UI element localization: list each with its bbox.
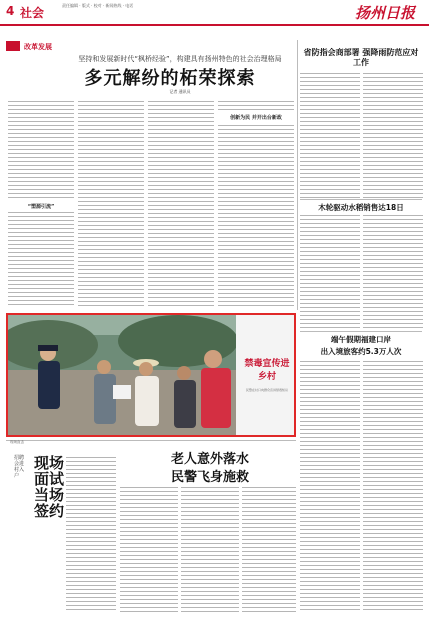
body-text-column-2 xyxy=(78,100,144,308)
news-photo xyxy=(8,315,236,435)
right-headline-3b: 出入境旅客约5.3万人次 xyxy=(320,347,402,356)
section-name: 社会 xyxy=(20,6,45,20)
lower-vertical-subhead: 招聘会进村入户 xyxy=(14,455,25,479)
right-headline-3a: 端午假期福建口岸 xyxy=(331,335,391,344)
photo-caption-text: 民警在村口向群众宣讲禁毒知识 xyxy=(246,388,289,392)
subhead-1: “塑源引流” xyxy=(27,204,55,210)
police-outreach-photo xyxy=(8,315,236,435)
lower-vertical-headline: 现场面试当场签约 xyxy=(34,454,65,520)
right-headline-1: 省防指会商部署 强降雨防范应对工作 xyxy=(303,48,419,67)
subhead-2: 创新为民 并开出台新政 xyxy=(230,115,282,121)
main-byline: 记者 通讯员 xyxy=(169,89,191,94)
right-text-2b xyxy=(363,214,423,330)
right-text-2a xyxy=(300,214,360,330)
photo-caption-head: 禁毒宣传进乡村 xyxy=(244,359,290,382)
lower-text-3 xyxy=(181,486,239,612)
masthead: 扬州日报 xyxy=(355,4,416,22)
body-text-column-4a xyxy=(218,100,294,112)
lower-text-1 xyxy=(66,456,116,612)
body-text-column-3 xyxy=(148,100,214,308)
body-text-column-1b xyxy=(8,211,74,308)
lower-text-2 xyxy=(120,486,178,612)
column-divider xyxy=(297,40,298,310)
right-divider-1 xyxy=(300,199,422,200)
lower-label: 现场直击 xyxy=(10,440,24,444)
body-text-column-4b xyxy=(218,124,294,308)
lower-headline-1: 老人意外落水 xyxy=(170,452,249,467)
main-kicker: 坚持和发展新时代“枫桥经验”，构建具有扬州特色的社会治理格局 xyxy=(78,55,282,63)
right-text-1a xyxy=(300,72,360,198)
right-divider-2 xyxy=(300,331,422,332)
right-headline-2: 木轮驱动水稻销售达18日 xyxy=(318,203,404,212)
body-text-column-1 xyxy=(8,100,74,200)
right-text-3a xyxy=(300,360,360,612)
right-text-3b xyxy=(363,360,423,612)
lower-text-4 xyxy=(242,486,296,612)
header-meta: 责任编辑 · 版式 · 校对 · 新闻热线 · 电话 xyxy=(62,3,134,8)
right-text-1b xyxy=(363,72,423,198)
lower-headline-2: 民警飞身施救 xyxy=(170,470,249,485)
column-label: 改革发展 xyxy=(24,43,52,51)
section-number: 4 xyxy=(6,4,15,18)
main-headline: 多元解纷的柘荣探索 xyxy=(84,68,256,89)
column-label-marker xyxy=(6,41,20,51)
